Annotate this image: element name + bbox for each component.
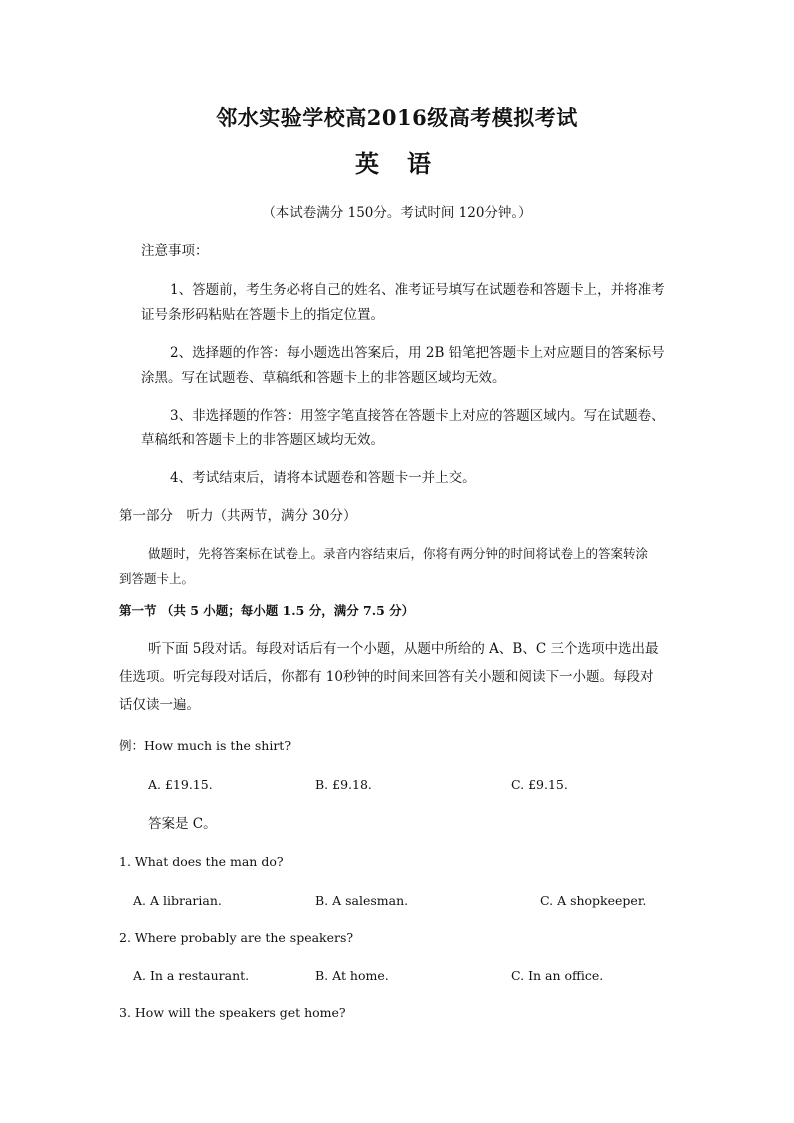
notice-item-2-line-1: 2、选择题的作答：每小题选出答案后，用 2B 铅笔把答题卡上对应题目的答案标号	[170, 345, 665, 361]
example-option-b: B. £9.18.	[315, 777, 372, 792]
question-2: 2. Where probably are the speakers?	[119, 930, 354, 945]
question-1-option-c: C. A shopkeeper.	[540, 893, 647, 908]
question-2-option-a: A. In a restaurant.	[133, 968, 250, 983]
question-1-option-a: A. A librarian.	[133, 893, 222, 908]
notice-item-3-line-1: 3、非选择题的作答：用签字笔直接答在答题卡上对应的答题区域内。写在试题卷、	[170, 408, 665, 424]
section1-instruction-line-2: 佳选项。听完每段对话后，你都有 10秒钟的时间来回答有关小题和阅读下一小题。每段对	[119, 669, 654, 685]
example-answer: 答案是 C。	[148, 816, 217, 832]
example-option-c: C. £9.15.	[511, 777, 568, 792]
score-time-note: （本试卷满分 150分。考试时间 120分钟。）	[262, 205, 532, 221]
section1-instruction-line-1: 听下面 5段对话。每段对话后有一个小题，从题中所给的 A、B、C 三个选项中选出最	[148, 641, 659, 657]
notice-item-1-line-2: 证号条形码粘贴在答题卡上的指定位置。	[141, 307, 384, 323]
question-2-option-b: B. At home.	[315, 968, 389, 983]
notice-item-4-line-1: 4、考试结束后，请将本试题卷和答题卡一并上交。	[170, 470, 476, 486]
notice-item-2-line-2: 涂黑。写在试题卷、草稿纸和答题卡上的非答题区域均无效。	[141, 370, 506, 386]
notice-item-3-line-2: 草稿纸和答题卡上的非答题区域均无效。	[141, 432, 384, 448]
part1-instruction-line-1: 做题时，先将答案标在试卷上。录音内容结束后，你将有两分钟的时间将试卷上的答案转涂	[148, 546, 649, 561]
subject-title: 英语	[355, 149, 459, 178]
question-1-option-b: B. A salesman.	[315, 893, 409, 908]
notice-heading: 注意事项：	[141, 243, 209, 259]
exam-title: 邻水实验学校高2016级高考模拟考试	[216, 105, 578, 130]
section1-heading: 第一节 （共 5 小题；每小题 1.5 分，满分 7.5 分）	[119, 603, 415, 618]
question-2-option-c: C. In an office.	[511, 968, 604, 983]
example-question: 例：How much is the shirt?	[119, 738, 292, 753]
part1-instruction-line-2: 到答题卡上。	[119, 571, 195, 586]
section1-instruction-line-3: 话仅读一遍。	[119, 697, 200, 713]
question-3: 3. How will the speakers get home?	[119, 1005, 346, 1020]
question-1: 1. What does the man do?	[119, 854, 284, 869]
notice-item-1-line-1: 1、答题前，考生务必将自己的姓名、准考证号填写在试题卷和答题卡上，并将准考	[170, 282, 665, 298]
example-option-a: A. £19.15.	[148, 777, 213, 792]
part1-heading: 第一部分 听力（共两节，满分 30分）	[119, 508, 357, 524]
